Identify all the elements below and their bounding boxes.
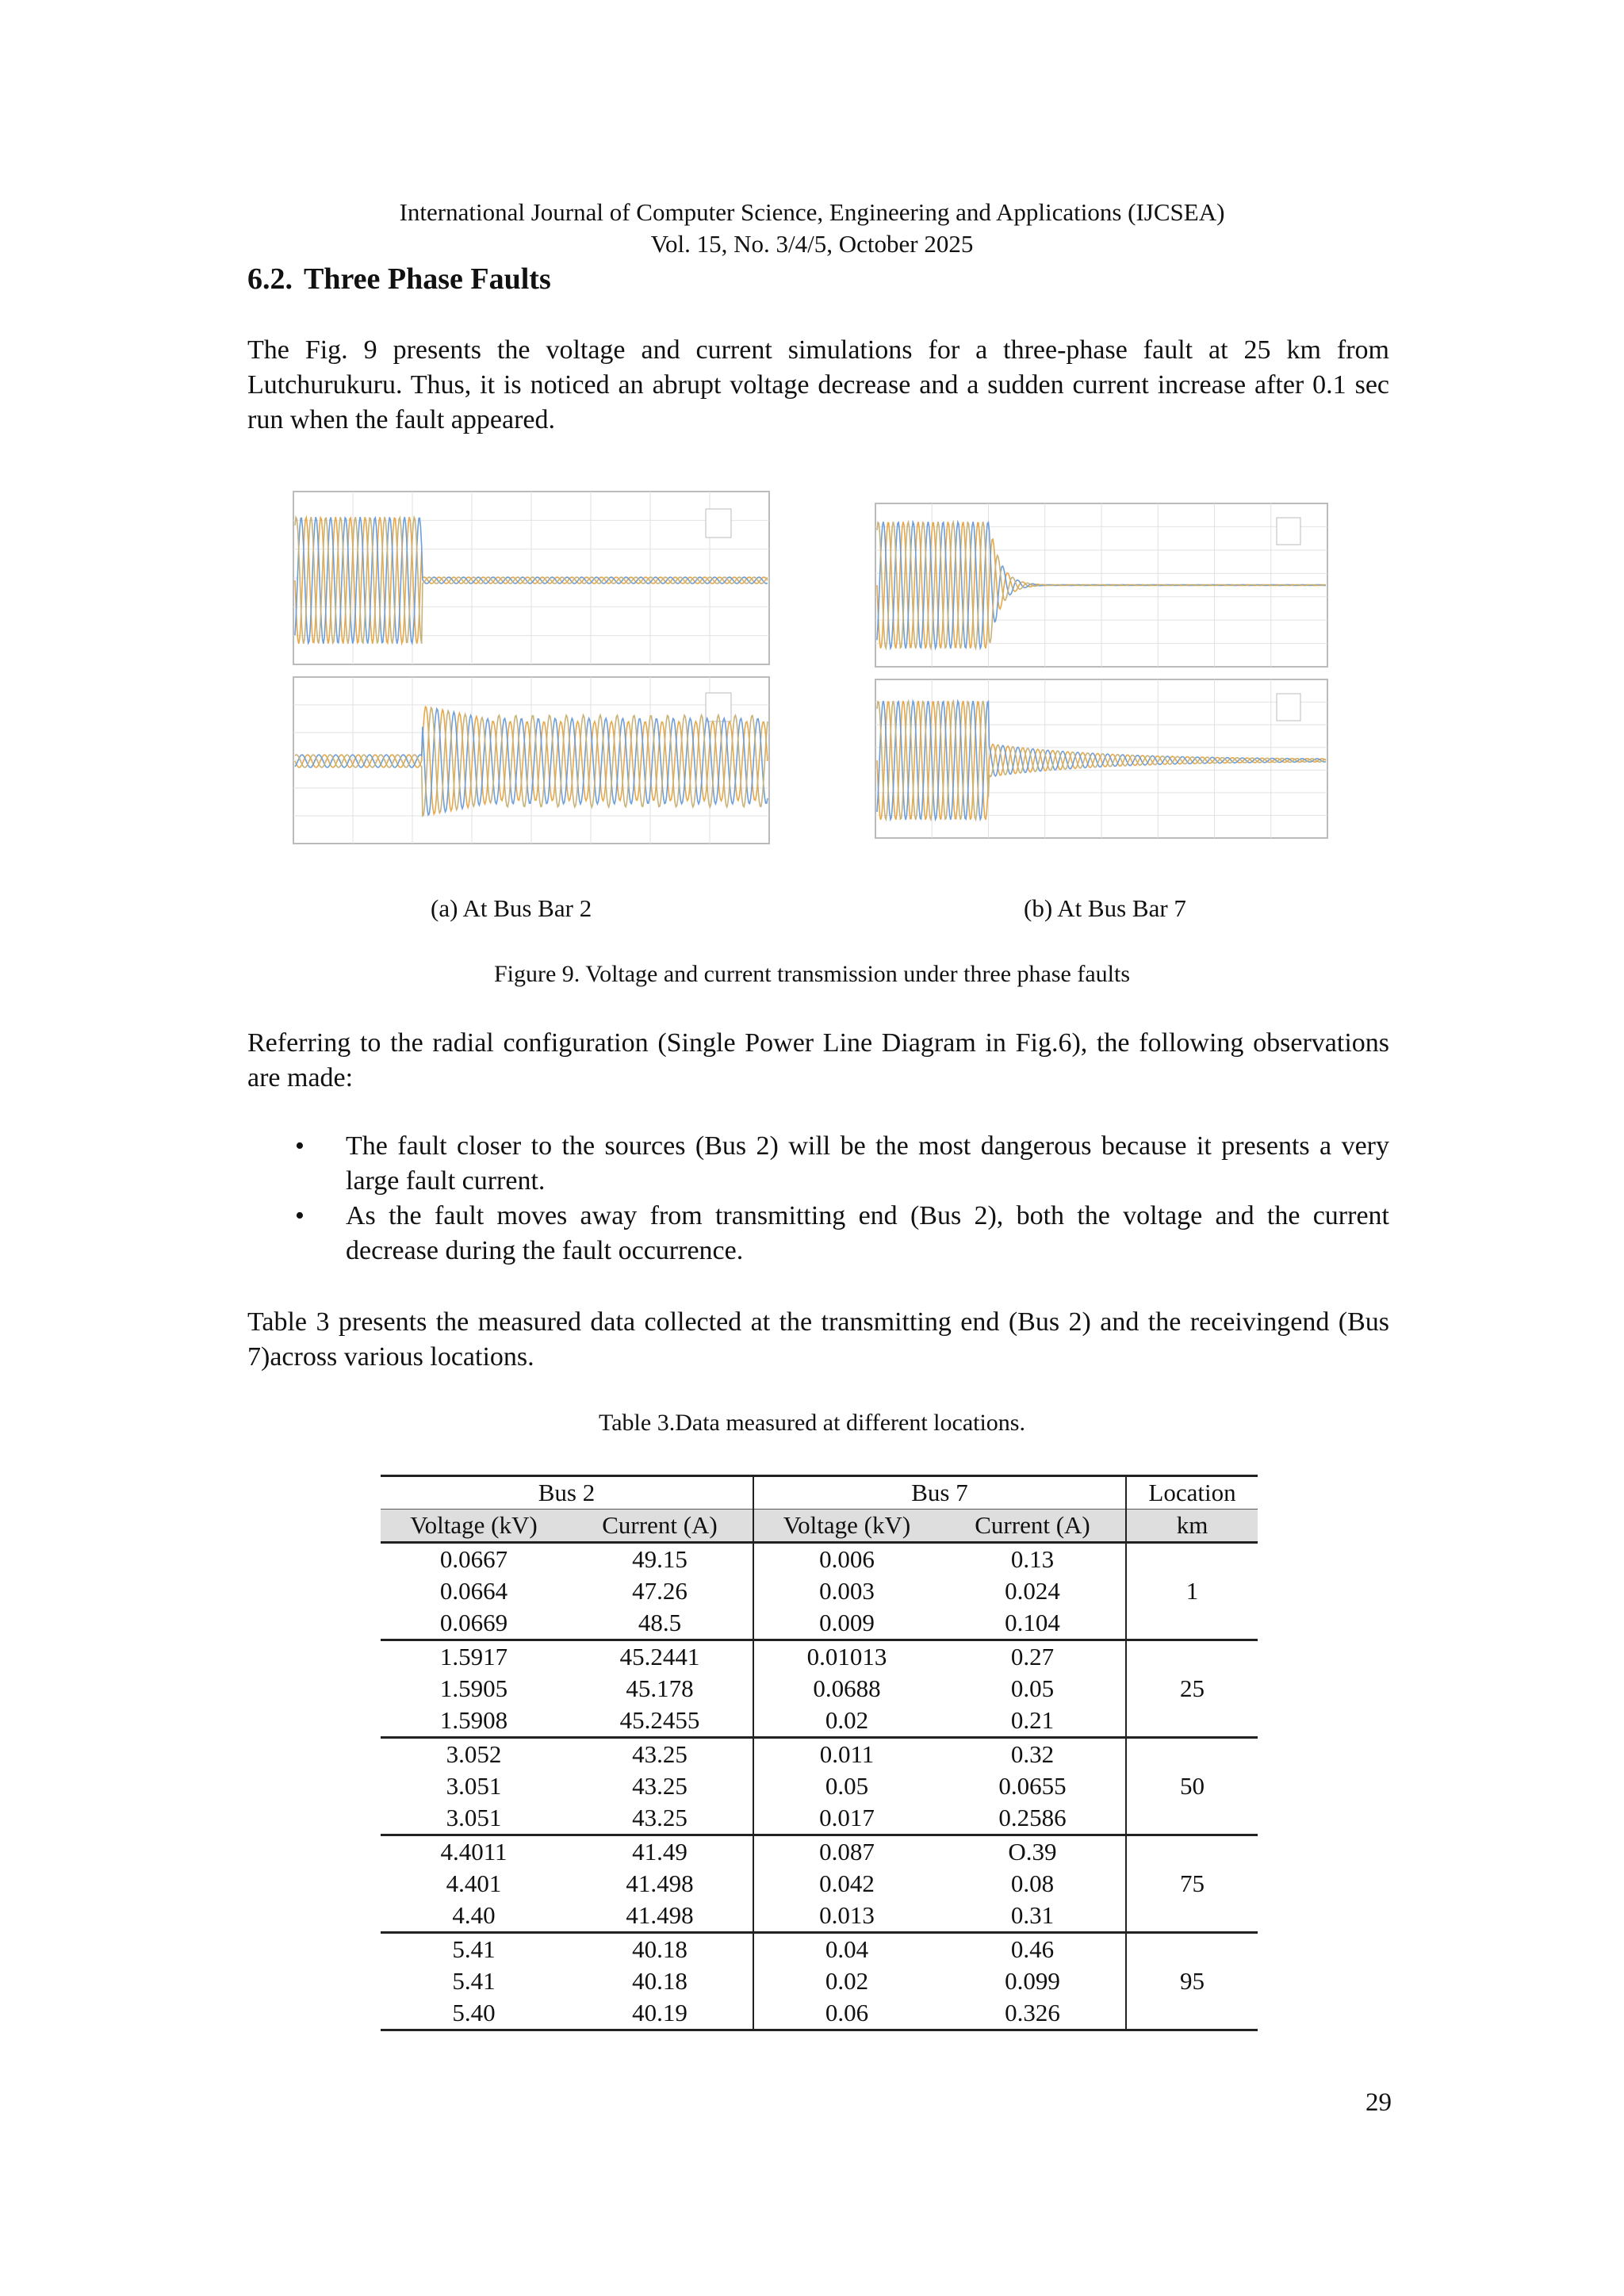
table-cell: 40.18 [632,1967,688,1995]
table-cell: 0.21 [1010,1706,1055,1734]
table-cell: 47.26 [632,1577,688,1605]
table-row [381,1933,1258,1966]
intro-paragraph: The Fig. 9 presents the voltage and current simulations for a three-phase fault at 25 km from Lutchurukuru. Thus, it is noticed an abrupt voltage decrease and a sudden current increase after 0.1 sec run when the fault appeared. [247,335,1389,434]
location-cell: 25 [1126,1640,1258,1738]
bullet-icon: • [295,1131,304,1161]
measurement-table [381,1475,1258,2031]
referring-paragraph: Referring to the radial configuration (Single Power Line Diagram in Fig.6), the following observations are made: [247,1028,1389,1093]
table-cell: 1.5917 [381,1640,567,1674]
table-row [381,1738,1258,1771]
table-cell: 0.087 [753,1835,940,1869]
table-cell: 0.0667 [439,1545,508,1573]
table-cell: 0.011 [753,1738,940,1771]
table-cell: 3.051 [446,1804,502,1831]
section-heading [247,262,562,297]
table-subheader-row [381,1510,1258,1543]
table-cell: 41.498 [626,1901,694,1929]
bus-bar-7-plots [858,496,1342,848]
subcaption-a: (a) At Bus Bar 2 [431,894,592,922]
table-cell: 4.4011 [381,1835,567,1869]
table-cell: 0.13 [1010,1545,1055,1573]
table-row [381,1640,1258,1674]
figure-bus-bar-7 [858,496,1342,848]
list-item-text: The fault closer to the sources (Bus 2) will be the most dangerous because it presents a very large fault current. [346,1131,1389,1196]
journal-header: International Journal of Computer Science, Engineering and Applications (IJCSEA) [399,198,1225,226]
table-cell: 0.042 [753,1868,940,1900]
table-cell: 4.401 [446,1869,502,1897]
table-cell: 0.2586 [998,1804,1067,1831]
location-cell: 75 [1126,1835,1258,1933]
table-cell: 0.01013 [753,1640,940,1674]
bus2-voltage-header: Voltage (kV) [381,1510,567,1543]
legend-box [1277,694,1300,721]
bus2-header: Bus 2 [381,1476,753,1510]
table-cell: 0.46 [940,1933,1126,1966]
table-cell: 40.19 [567,1997,753,2030]
table-cell: 0.27 [940,1640,1126,1674]
table-cell: 0.0669 [439,1609,508,1636]
bullet-icon: • [295,1201,304,1230]
list-item [247,1129,1389,1199]
table-intro-paragraph: Table 3 presents the measured data collected at the transmitting end (Bus 2) and the receivingend (Bus 7)across various locations. [247,1307,1389,1372]
table-cell: 43.25 [632,1772,688,1800]
table-row [381,1543,1258,1576]
table-cell: 5.40 [381,1997,567,2030]
location-cell: 95 [1126,1933,1258,2030]
table-cell: 0.32 [940,1738,1126,1771]
table-cell: 1.5905 [439,1674,508,1702]
volume-header: Vol. 15, No. 3/4/5, October 2025 [650,230,974,258]
table-cell: 0.0664 [439,1577,508,1605]
location-header: Location [1126,1476,1258,1510]
table-group-header-row [381,1476,1258,1510]
location-cell: 50 [1126,1738,1258,1835]
table-cell: 43.25 [632,1804,688,1831]
voltage-plot-bus7 [875,503,1327,667]
km-header: km [1126,1510,1258,1543]
observations-list [247,1129,1389,1269]
table-cell: 43.25 [567,1738,753,1771]
current-plot-bus7 [875,679,1327,838]
table-cell: 41.49 [567,1835,753,1869]
table-cell: 0.017 [753,1802,940,1835]
table-cell: 0.0655 [998,1772,1067,1800]
figure-bus-bar-2 [278,485,785,858]
table-cell: 0.31 [1010,1901,1055,1929]
bus7-header: Bus 7 [753,1476,1126,1510]
table-cell: 0.05 [1010,1674,1055,1702]
list-item-text: As the fault moves away from transmitting end (Bus 2), both the voltage and the current decrease during the fault occurrence. [346,1201,1389,1265]
section-title: Three Phase Faults [304,262,551,296]
table-cell: 0.009 [753,1607,940,1640]
table-cell: 0.104 [1005,1609,1060,1636]
table-cell: 45.2441 [567,1640,753,1674]
list-item [247,1199,1389,1269]
table-cell: 0.08 [1010,1869,1055,1897]
table-cell: 41.498 [626,1869,694,1897]
page-number: 29 [1365,2088,1392,2117]
figure-caption: Figure 9. Voltage and current transmission under three phase faults [493,961,1131,987]
table-cell: 0.0688 [753,1673,940,1705]
table-cell: 3.052 [381,1738,567,1771]
table-cell: 48.5 [638,1609,682,1636]
table-cell: 4.40 [452,1901,496,1929]
table-cell: 0.06 [753,1997,940,2030]
table-row [381,1835,1258,1869]
bus2-current-header: Current (A) [567,1510,753,1543]
table-cell: 0.024 [1005,1577,1060,1605]
table-cell: 0.006 [753,1543,940,1576]
table-cell: 5.41 [452,1967,496,1995]
table-caption: Table 3.Data measured at different locations. [599,1410,1025,1436]
table-cell: 45.178 [626,1674,694,1702]
table-cell: 0.326 [940,1997,1126,2030]
table-cell: 0.02 [753,1705,940,1738]
legend-box [1277,518,1300,545]
table-cell: 40.18 [567,1933,753,1966]
table-cell: O.39 [940,1835,1126,1869]
section-number: 6.2. [247,262,293,296]
table-cell: 5.41 [381,1933,567,1966]
table-cell: 0.04 [753,1933,940,1966]
bus7-current-header: Current (A) [940,1510,1126,1543]
table-cell: 0.02 [753,1965,940,1997]
current-plot-bus2 [293,677,769,844]
bus-bar-2-plots [278,485,785,858]
subcaption-b: (b) At Bus Bar 7 [1024,894,1186,922]
bus7-voltage-header: Voltage (kV) [753,1510,940,1543]
table-cell: 45.2455 [619,1706,700,1734]
table-cell: 0.003 [753,1575,940,1607]
location-cell: 1 [1126,1543,1258,1640]
table-cell: 0.05 [753,1770,940,1802]
table-cell: 1.5908 [439,1706,508,1734]
table-cell: 3.051 [446,1772,502,1800]
voltage-plot-bus2 [293,492,769,664]
legend-box [706,509,731,538]
table-cell: 0.099 [1005,1967,1060,1995]
table-cell: 0.013 [753,1900,940,1933]
table-cell: 49.15 [632,1545,688,1573]
